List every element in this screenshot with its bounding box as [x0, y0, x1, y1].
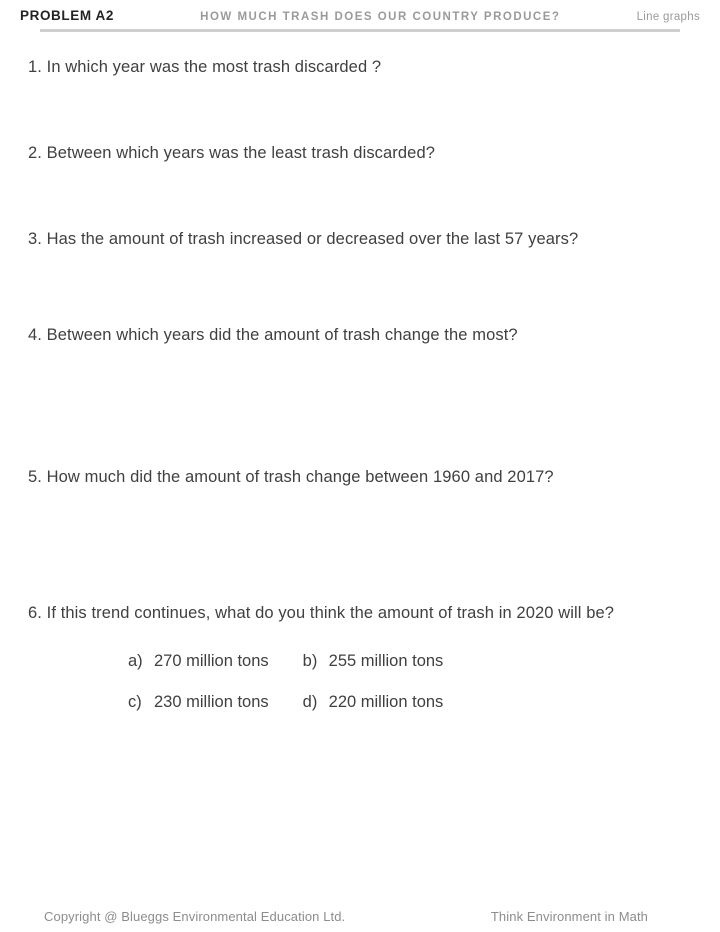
header-row — [20, 8, 700, 23]
questions-container — [0, 56, 720, 712]
question-3: 3. Has the amount of trash increased or decreased over the last 57 years? — [28, 229, 579, 248]
option-c-text: 230 million tons — [154, 692, 269, 711]
option-b-letter: b) — [302, 651, 318, 670]
option-a-text: 270 million tons — [154, 651, 269, 670]
question-5: 5. How much did the amount of trash change between 1960 and 2017? — [28, 467, 554, 486]
answer-space-3 — [28, 252, 692, 324]
question-4: 4. Between which years did the amount of trash change the most? — [28, 325, 518, 344]
page-header — [0, 0, 720, 30]
answer-space-1 — [28, 80, 692, 142]
header-divider — [40, 29, 680, 32]
topic-label: Line graphs — [636, 11, 700, 23]
answer-options — [28, 652, 692, 712]
question-6: 6. If this trend continues, what do you think the amount of trash in 2020 will be? — [28, 603, 615, 622]
option-c-letter: c) — [128, 692, 142, 711]
question-2: 2. Between which years was the least trash discarded? — [28, 143, 436, 162]
page-footer — [0, 909, 720, 924]
problem-label: PROBLEM A2 — [20, 8, 115, 23]
answer-space-4 — [28, 348, 692, 466]
footer-tagline: Think Environment in Math — [490, 909, 648, 924]
answer-space-2 — [28, 166, 692, 228]
option-row-1 — [128, 652, 692, 671]
option-a-letter: a) — [128, 651, 143, 670]
question-1: 1. In which year was the most trash discarded ? — [28, 58, 382, 76]
option-c[interactable] — [128, 693, 269, 712]
answer-space-5 — [28, 490, 692, 602]
option-d-letter: d) — [302, 692, 318, 711]
copyright-text: Copyright @ Blueggs Environmental Education Ltd. — [44, 909, 346, 924]
option-a[interactable] — [128, 652, 269, 671]
option-d[interactable] — [303, 693, 444, 712]
worksheet-title: HOW MUCH TRASH DOES OUR COUNTRY PRODUCE? — [200, 11, 561, 23]
option-b[interactable] — [303, 652, 444, 671]
option-d-text: 220 million tons — [328, 692, 444, 711]
option-b-text: 255 million tons — [328, 651, 444, 670]
option-row-2 — [128, 693, 692, 712]
